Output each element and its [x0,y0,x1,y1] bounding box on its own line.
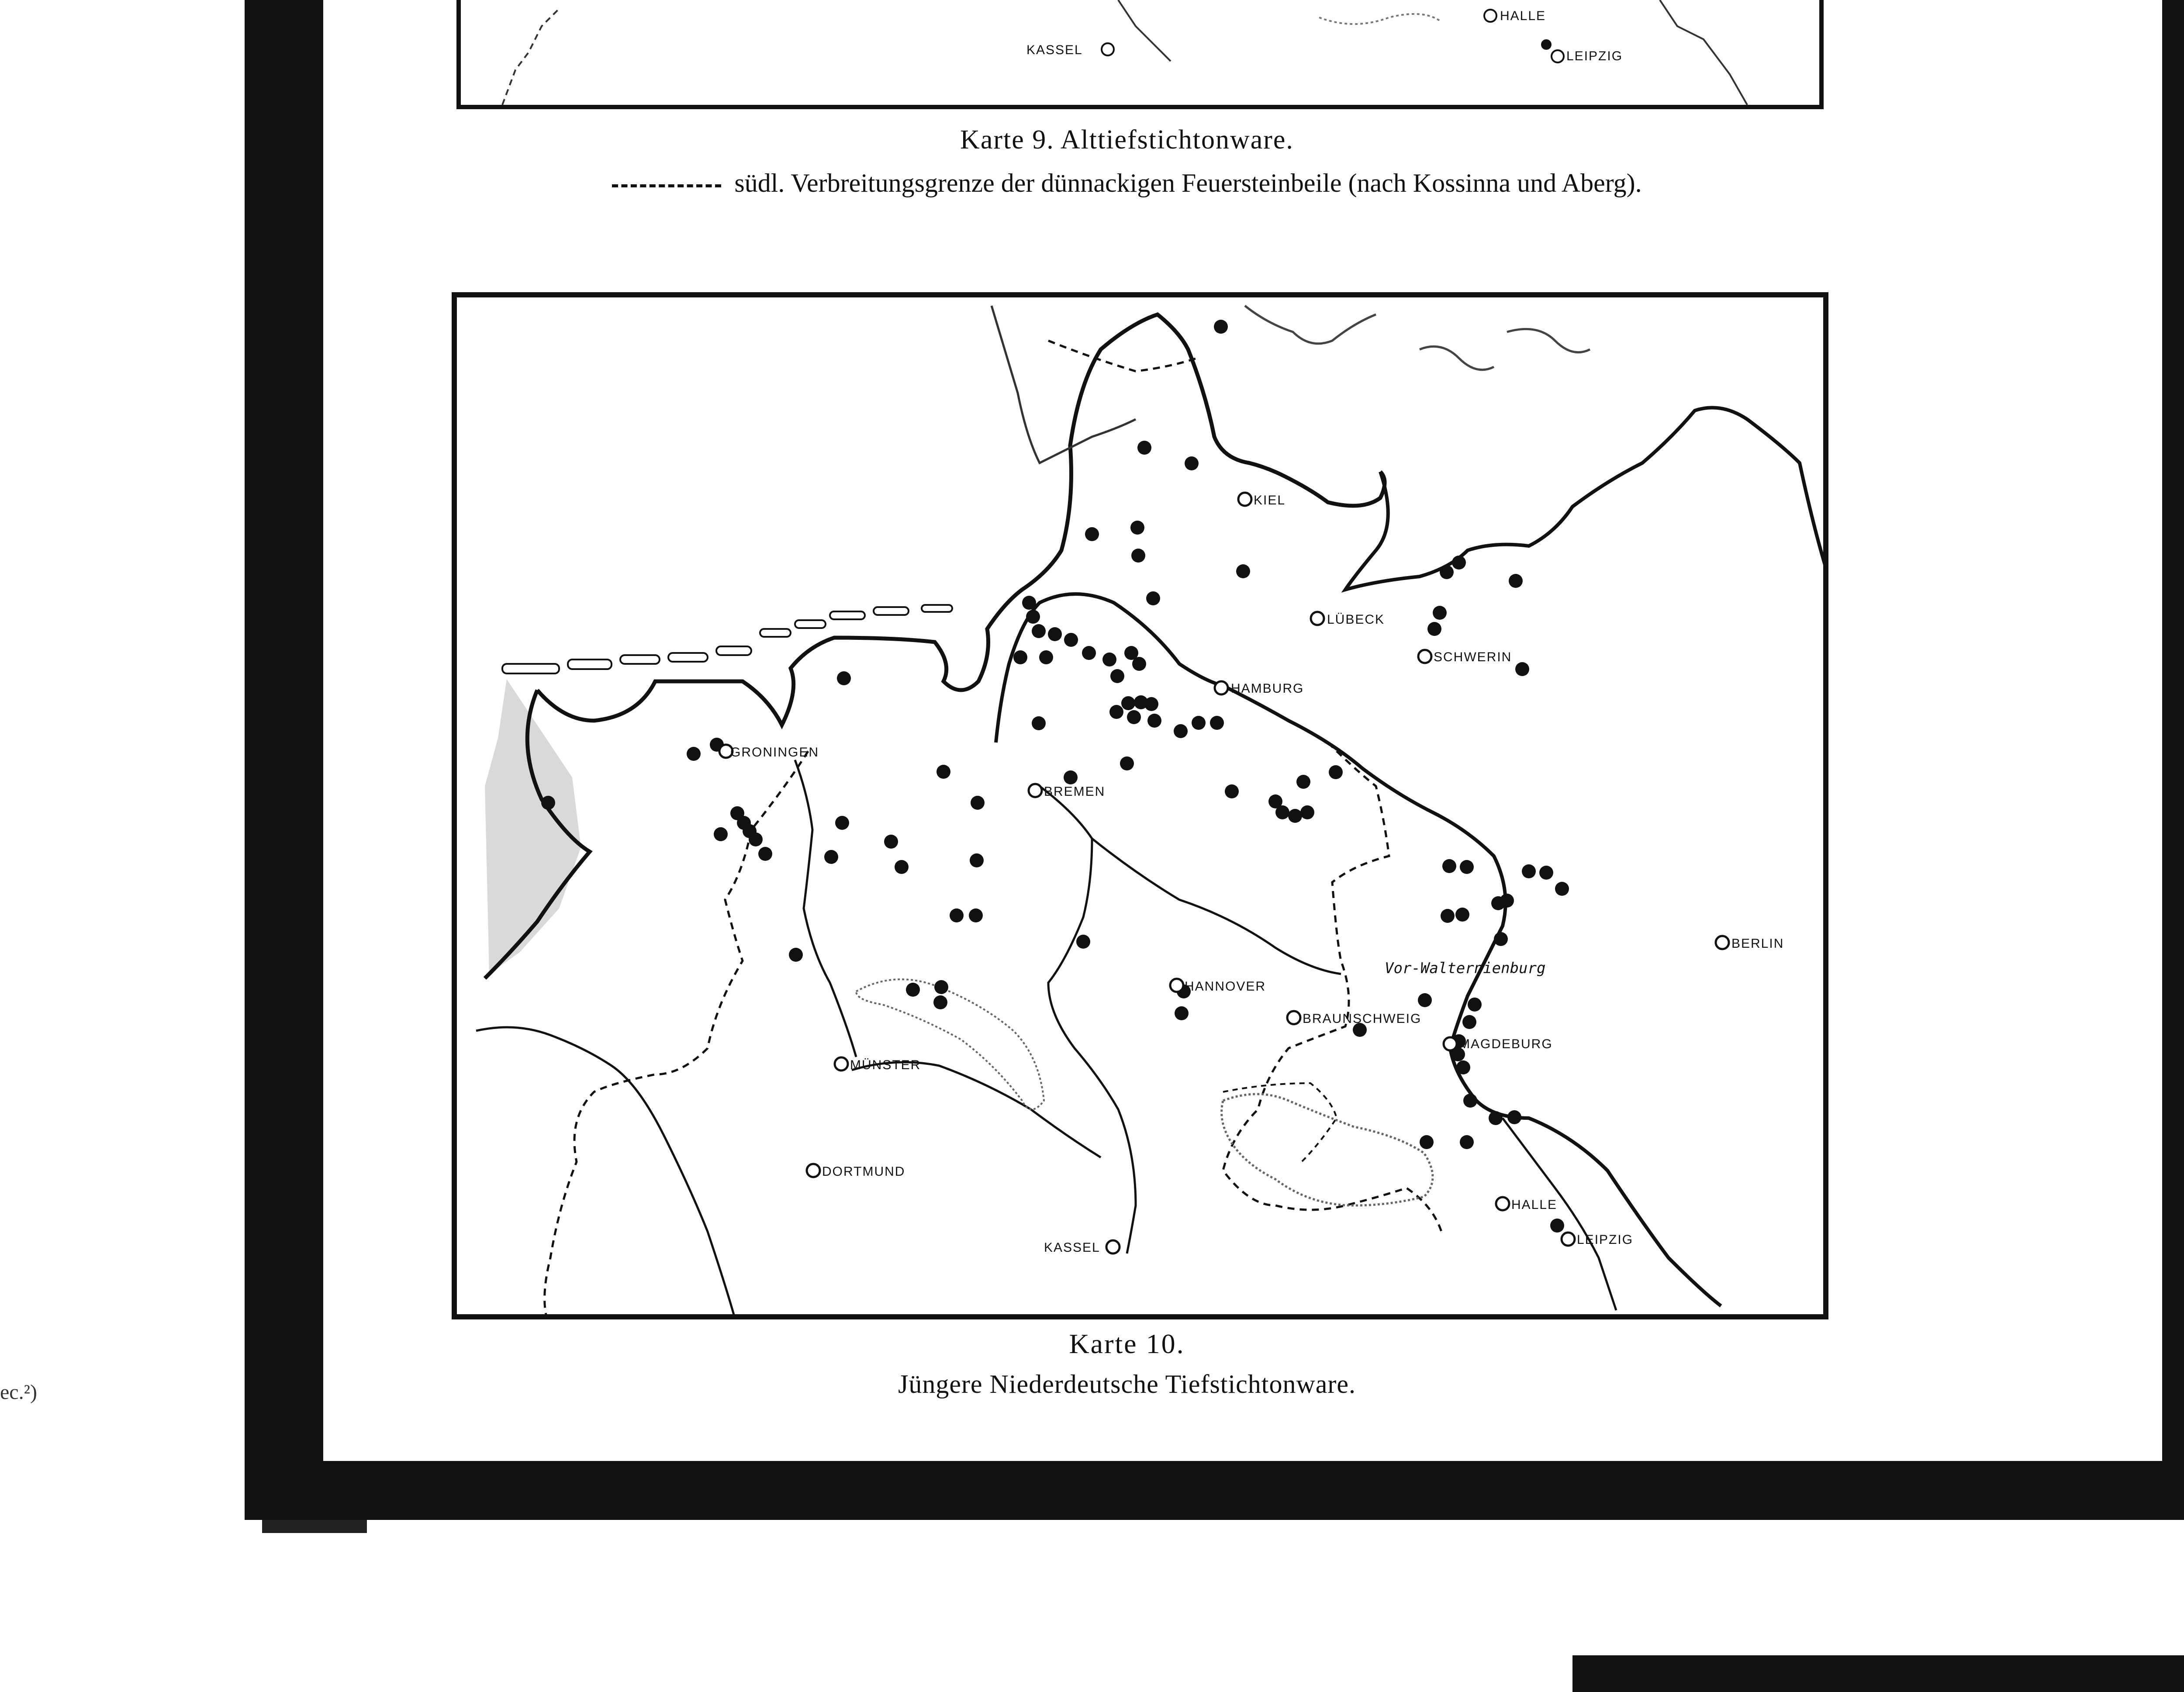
find-spot [714,827,728,841]
find-spot [1515,662,1529,676]
k9-label-kassel: KASSEL [1026,43,1083,57]
city-label-luebeck: LÜBECK [1327,612,1385,627]
find-spot [1032,716,1046,730]
find-spot [1026,610,1040,624]
find-spot [1300,805,1314,819]
city-label-bremen: BREMEN [1044,784,1106,799]
find-spot [1440,565,1454,579]
find-spot [1109,705,1123,719]
city-marker-halle [1496,1197,1509,1210]
find-spot [1491,896,1505,910]
find-spot [1085,527,1099,541]
city-label-kiel: KIEL [1254,493,1286,508]
find-spot [1022,596,1036,610]
scan-edge-bottom-2 [262,1520,367,1533]
find-spot [1210,716,1224,730]
karte10-subtitle: Jüngere Niederdeutsche Tiefstichtonware. [898,1370,1356,1398]
find-spot [934,980,948,994]
k9-label-halle: HALLE [1500,9,1546,23]
city-marker-kassel [1106,1240,1120,1253]
find-spot [970,853,984,867]
find-spot [1420,1135,1434,1149]
find-spot [1175,1006,1189,1020]
city-marker-hamburg [1215,681,1228,694]
find-spot [541,796,555,810]
find-spot [1131,549,1145,563]
find-spot [1132,657,1146,671]
karte10-map [454,295,1826,1317]
city-label-halle: HALLE [1511,1198,1558,1212]
city-label-hannover: HANNOVER [1185,979,1266,994]
find-spot [1064,633,1078,647]
find-spot [1460,860,1474,874]
find-spot [687,747,701,761]
find-spot [1064,770,1078,784]
karte9-legend-text: südl. Verbreitungsgrenze der dünnackigen Feuersteinbeile (nach Kossinna und Aberg). [734,169,1642,197]
karte10-title: Karte 10. [1069,1328,1185,1359]
find-spot [1225,784,1239,798]
find-spot [1147,714,1161,728]
city-label-groningen: GRONINGEN [730,745,819,760]
find-spot [1013,650,1027,664]
find-spot [1462,1015,1476,1029]
city-label-braunschweig: BRAUNSCHWEIG [1303,1012,1422,1026]
find-spot [1427,622,1441,636]
find-spot [1076,935,1090,949]
find-spot [1137,441,1151,455]
city-label-dortmund: DORTMUND [822,1164,905,1179]
find-spot [1468,998,1482,1012]
find-spot [1120,756,1134,770]
margin-note: ec.²) [0,1381,37,1404]
city-marker-magdeburg [1444,1037,1457,1050]
find-spot [1507,1110,1521,1124]
find-spot [1460,1135,1474,1149]
find-spot [1130,521,1144,535]
find-spot [1494,932,1508,946]
scan-edge-bottom [1572,1655,2184,1692]
find-spot [1463,1094,1477,1108]
find-spot [1418,993,1432,1007]
find-spot [1455,908,1469,922]
find-spot [1192,716,1206,730]
find-spot [1102,653,1116,666]
find-spot [1441,909,1455,923]
find-spot [824,850,838,864]
find-spot [1489,1111,1503,1125]
find-spot [1127,710,1141,724]
find-spot [933,995,947,1009]
find-spot [969,908,983,922]
city-marker-berlin [1716,936,1729,949]
city-marker-hannover [1170,979,1183,992]
find-spot [1433,606,1447,620]
find-spot [1082,646,1096,660]
find-spot [1146,591,1160,605]
find-spot [1296,775,1310,789]
city-marker-bremen [1029,784,1042,797]
city-label-hamburg: HAMBURG [1231,681,1304,696]
city-label-muenster: MÜNSTER [850,1058,921,1072]
city-marker-muenster [835,1057,848,1070]
find-spot [971,796,985,810]
k9-label-leipzig: LEIPZIG [1566,49,1623,63]
find-spot [895,860,909,874]
find-spot [1174,724,1188,738]
find-spot [1442,859,1456,873]
find-spot [749,832,763,846]
find-spot [1522,864,1536,878]
find-spot [1110,669,1124,683]
karte9-legend [319,168,1935,198]
city-label-magdeburg: MAGDEBURG [1459,1037,1553,1051]
region-label-vor-walternienburg: Vor-Walternienburg [1385,960,1546,977]
find-spot [1144,697,1158,711]
find-spot [1509,574,1523,588]
find-spot [1048,627,1062,641]
city-marker-braunschweig [1287,1011,1300,1024]
find-spot [1275,805,1289,819]
city-label-berlin: BERLIN [1731,936,1784,951]
scan-border-bottom [245,1454,2184,1520]
find-spot [1539,866,1553,880]
city-marker-dortmund [807,1164,820,1177]
find-spot [950,908,964,922]
city-label-schwerin: SCHWERIN [1434,650,1512,664]
find-spot [789,948,803,962]
find-spot [1550,1219,1564,1233]
find-spot [835,816,849,830]
city-marker-leipzig [1562,1233,1575,1246]
city-marker-luebeck [1311,612,1324,625]
scan-border-left [245,0,323,1520]
find-spot [758,847,772,861]
find-spot [1456,1060,1470,1074]
find-spot [906,983,920,997]
scan-border-right [2162,0,2184,1520]
legend-dashed-line-icon [612,184,721,187]
find-spot [837,671,851,685]
find-spot [884,835,898,849]
city-label-leipzig: LEIPZIG [1577,1233,1634,1247]
find-spot [1329,765,1343,779]
find-spot [1452,556,1466,570]
find-spot [1214,320,1228,334]
city-marker-kiel [1238,493,1251,506]
find-spot [1121,696,1135,710]
city-marker-schwerin [1418,650,1431,663]
find-spot [1039,650,1053,664]
karte9-map-fragment [459,0,1821,107]
city-label-kassel: KASSEL [1044,1240,1100,1255]
find-spot [1032,624,1046,638]
find-spot [1288,809,1302,823]
find-spot [936,765,950,779]
find-spot [1555,882,1569,896]
find-spot [1236,564,1250,578]
karte9-title: Karte 9. Alttiefstichtonware. [960,125,1294,155]
find-spot [1185,456,1199,470]
